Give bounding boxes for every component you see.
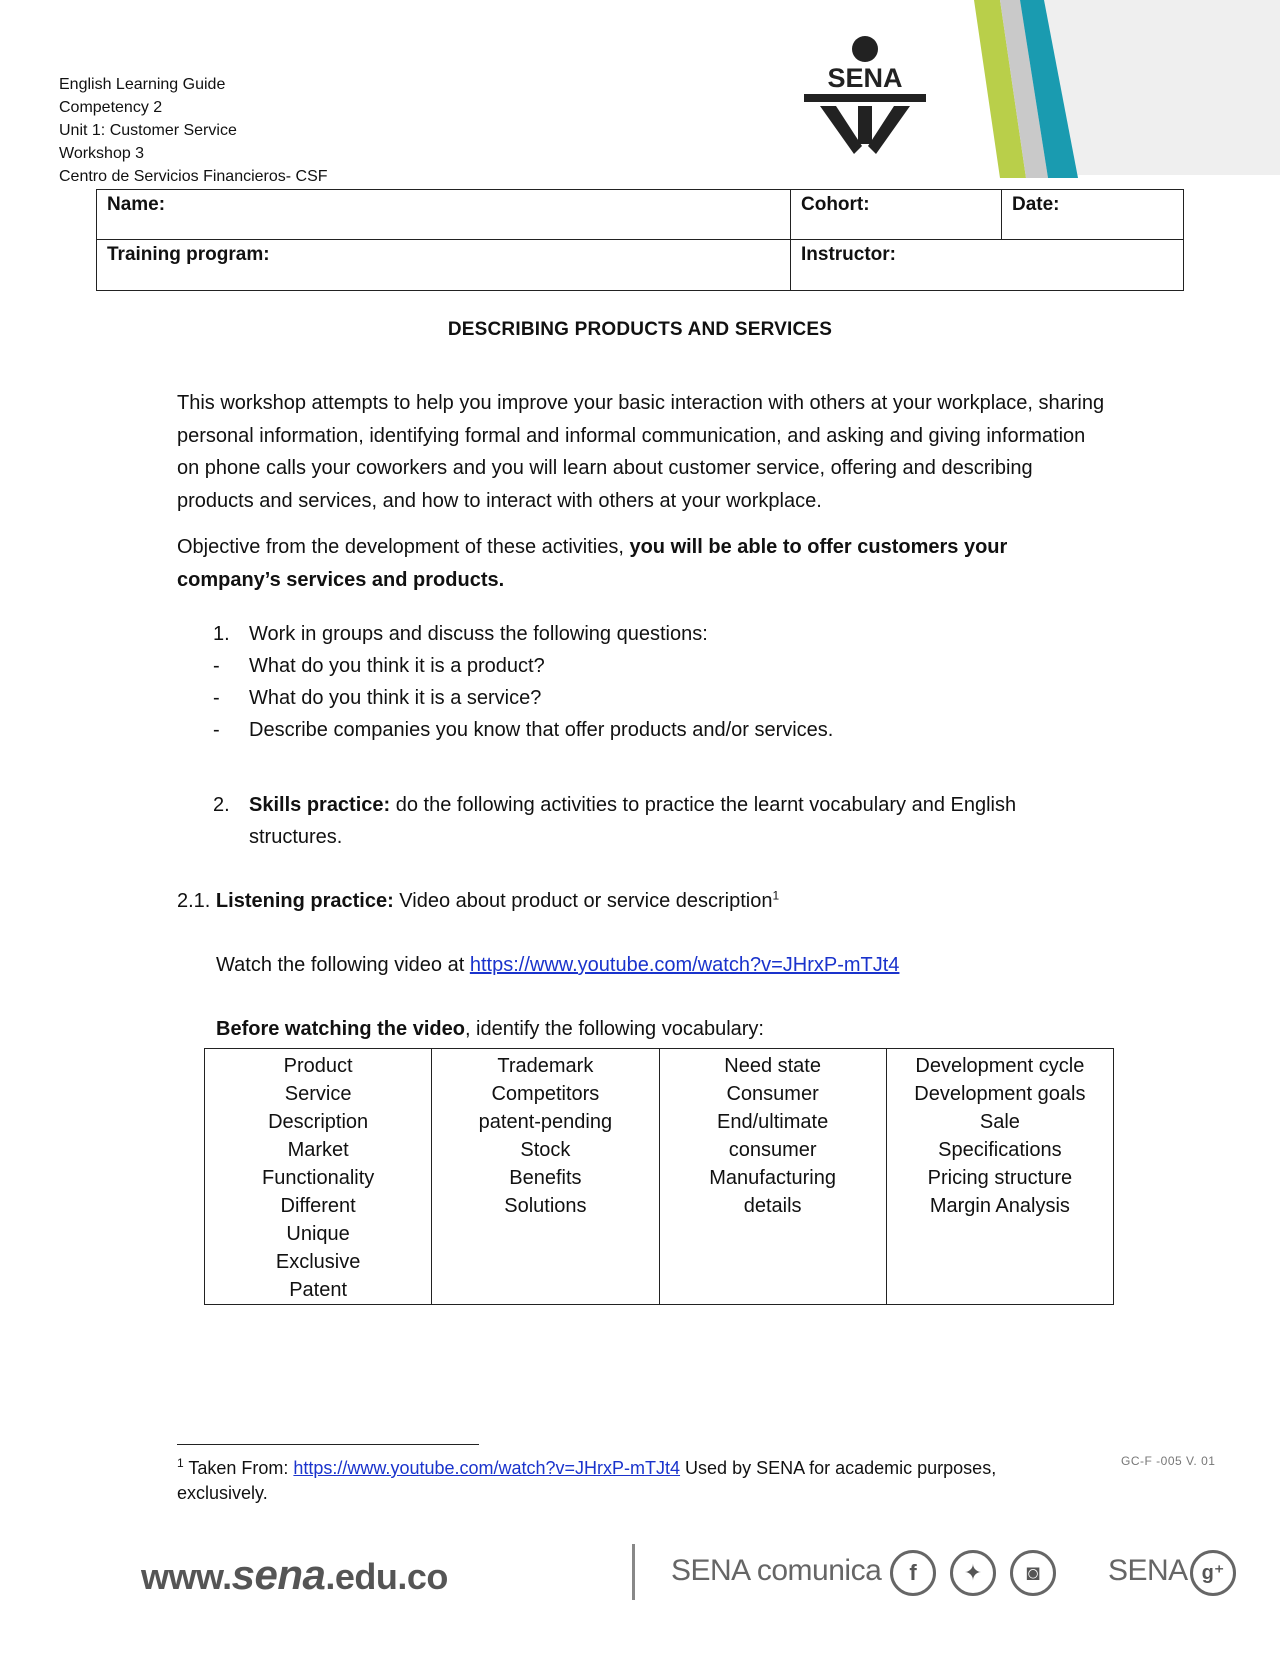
footnote	[177, 1456, 1077, 1506]
objective-bold: you will be able to offer customers your company’s services and products.	[177, 536, 1008, 591]
sena-logo	[800, 34, 930, 156]
vocabulary-column	[659, 1049, 886, 1305]
header-line: Unit 1: Customer Service	[59, 122, 237, 139]
vocab-word: Service	[284, 1083, 352, 1105]
vocab-word: Unique	[286, 1223, 350, 1245]
objective-paragraph	[177, 531, 1107, 596]
vocab-word: Exclusive	[275, 1251, 361, 1273]
bullet-marker: -	[213, 687, 220, 709]
sena-comunica-label: SENA comunica	[671, 1554, 882, 1587]
bullet-marker: -	[213, 719, 220, 741]
vocab-word: Manufacturing	[709, 1167, 836, 1189]
header-line: English Learning Guide	[59, 76, 226, 93]
list-text-part: Video about product or service description	[393, 890, 773, 912]
vocab-word: patent-pending	[478, 1111, 613, 1133]
footnote-divider	[177, 1444, 479, 1445]
bullet-marker: -	[213, 655, 220, 677]
sena-gplus-label: SENA	[1108, 1554, 1188, 1587]
vocab-word: Description	[268, 1111, 369, 1133]
skills-practice-label: Skills practice:	[249, 794, 391, 816]
document-title: DESCRIBING PRODUCTS AND SERVICES	[447, 319, 833, 340]
list-text	[249, 789, 1016, 821]
header-line: Competency 2	[59, 99, 163, 116]
vocab-word: Different	[280, 1195, 356, 1217]
list-number: 2.1.	[177, 890, 211, 912]
cohort-field: Cohort:	[791, 190, 1002, 240]
objective-prefix: Objective from the development of these activities,	[177, 536, 630, 558]
list-text: Describe companies you know that offer products and/or services.	[249, 719, 834, 741]
footnote-reference[interactable]: 1	[772, 888, 780, 903]
footnote-suffix: Used by SENA for academic purposes,	[680, 1458, 997, 1478]
before-watching-line	[216, 1013, 764, 1045]
student-info-table	[96, 189, 1184, 291]
listening-practice-label: Listening practice:	[215, 890, 394, 912]
list-text: What do you think it is a product?	[249, 655, 545, 677]
before-watching-text: , identify the following vocabulary:	[464, 1018, 764, 1040]
vocab-word: End/ultimate	[717, 1111, 829, 1133]
list-item	[177, 885, 779, 917]
google-plus-icon[interactable]: g⁺	[1190, 1550, 1236, 1596]
header-line: Centro de Servicios Financieros- CSF	[59, 168, 328, 185]
document-code: GC-F -005 V. 01	[1121, 1454, 1216, 1468]
before-watching-label: Before watching the video	[216, 1018, 465, 1040]
vocab-word: Solutions	[504, 1195, 587, 1217]
vocab-word: Sale	[979, 1111, 1020, 1133]
vocab-word: Need state	[724, 1055, 821, 1077]
vocab-word: Consumer	[726, 1083, 819, 1105]
vocab-word: Competitors	[491, 1083, 600, 1105]
vocab-word: Trademark	[497, 1055, 594, 1077]
vocabulary-column	[432, 1049, 659, 1305]
vocab-word: Specifications	[938, 1139, 1062, 1161]
list-text: Work in groups and discuss the following questions:	[249, 623, 708, 645]
vocabulary-table	[204, 1048, 1114, 1305]
vocab-word: consumer	[728, 1139, 817, 1161]
list-text: What do you think it is a service?	[249, 687, 542, 709]
vocab-word: Pricing structure	[927, 1167, 1073, 1189]
document-header-info	[59, 73, 328, 188]
watch-text: Watch the following video at	[216, 954, 470, 976]
vocab-word: Development cycle	[915, 1055, 1085, 1077]
vocabulary-column	[205, 1049, 432, 1305]
site-suffix: .edu.co	[325, 1556, 448, 1597]
sena-website-link[interactable]	[141, 1551, 448, 1599]
watch-line	[216, 949, 899, 981]
list-number: 1.	[213, 623, 230, 645]
vocab-word: Development goals	[914, 1083, 1086, 1105]
list-text-part: do the following activities to practice the learnt vocabulary and English	[390, 794, 1017, 816]
vocab-word: Patent	[289, 1279, 348, 1301]
intro-paragraph: This workshop attempts to help you improve your basic interaction with others at your workplace, sharing personal information, identifying formal and informal communication, and asking and giving information on phone calls your coworkers and you will learn about customer service, offering and describing products and services, and how to interact with others at your workplace.	[177, 392, 1105, 512]
video-link[interactable]: https://www.youtube.com/watch?v=JHrxP-mTJt4	[469, 954, 900, 976]
vocab-word: Functionality	[261, 1167, 375, 1189]
footnote-line: exclusively.	[177, 1483, 268, 1503]
date-field: Date:	[1002, 190, 1184, 240]
footnote-line	[177, 1456, 1077, 1481]
footnote-number: 1	[177, 1456, 184, 1470]
vocabulary-column	[886, 1049, 1113, 1305]
vocab-word: details	[743, 1195, 802, 1217]
vocab-word: Stock	[520, 1139, 571, 1161]
site-prefix: www.	[141, 1556, 232, 1597]
list-text-continuation: structures.	[249, 826, 343, 848]
svg-text:SENA: SENA	[827, 63, 903, 93]
name-field: Name:	[97, 190, 791, 240]
twitter-icon[interactable]: ✦	[950, 1550, 996, 1596]
vocab-word: Market	[287, 1139, 349, 1161]
list-number: 2.	[213, 794, 230, 816]
instructor-field: Instructor:	[791, 240, 1184, 291]
header-line: Workshop 3	[59, 145, 145, 162]
corner-decoration	[960, 0, 1280, 178]
footnote-link[interactable]: https://www.youtube.com/watch?v=JHrxP-mTJt4	[293, 1458, 681, 1478]
vocab-word: Benefits	[509, 1167, 582, 1189]
vocab-word: Margin Analysis	[929, 1195, 1070, 1217]
facebook-icon[interactable]: f	[890, 1550, 936, 1596]
footnote-prefix: Taken From:	[183, 1458, 294, 1478]
footer-divider	[632, 1544, 635, 1600]
site-brand: sena	[231, 1551, 326, 1598]
vocab-word: Product	[283, 1055, 353, 1077]
instagram-icon[interactable]: ◙	[1010, 1550, 1056, 1596]
training-program-field: Training program:	[97, 240, 791, 291]
